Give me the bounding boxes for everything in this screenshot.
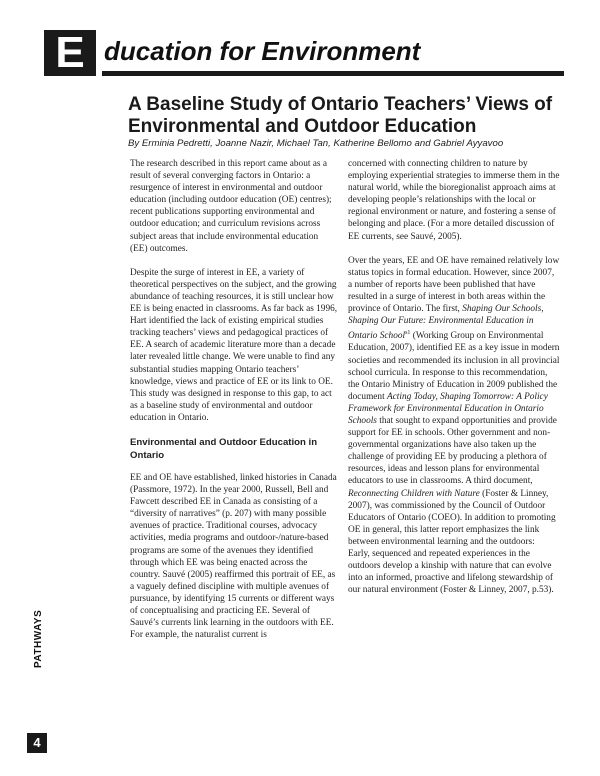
text-run: Over the years, EE and OE have remained relatively low status topics in formal education. However, since 2007, a number of reports have been published that have resulted in a surge of interest in both areas within the province of Ontario. The first,: [348, 255, 560, 315]
article-title: A Baseline Study of Ontario Teachers’ Views of Environmental and Outdoor Education: [128, 94, 553, 137]
text-run: (Foster & Linney, 2007), was commissioned by the Council of Outdoor Educators of Ontario (COEO). In addition to promoting OE in general, this latter report emphasizes the link between environmental learning and the outdoors:: [348, 488, 556, 547]
paragraph: concerned with connecting children to nature by employing experiential strategies to immerse them in the natural world, while the bioregionalist approach aims at developing people’s relationships with the local or regional environment or nature, and fostering a sense of belonging and place. (For a more detailed discussion of EE currents, see Sauvé, 2005).: [348, 159, 560, 242]
paragraph: [348, 255, 560, 548]
section-banner: [44, 30, 564, 76]
paragraph: EE and OE have established, linked histories in Canada (Passmore, 1972). In the year 2000, Russell, Bell and Fawcett described EE in Canada as consisting of a “diversity of narratives” (p. 207) with many possible avenues of practice. Traditional courses, advocacy activities, media programs and outdoor-/nature-based programs are some of the avenues they identified through which EE was being enacted across the country. Sauvé (2005) reaffirmed this portrait of EE, as a vaguely defined discipline with multiple avenues of pursuance, by identifying 15 currents or different ways of conceptualising and practicing EE. Several of Sauvé’s currents link learning in the outdoors with EE. For example, the naturalist current is: [130, 472, 337, 641]
section-subheading: Environmental and Outdoor Education in Ontario: [130, 436, 318, 461]
text-run: that sought to expand opportunities and provide support for EE in schools. Other government and non-governmental organizations have also taken up the challenge of providing EE by producing a plethora of resources, ideas and lesson plans for environmental educators to use in classrooms. A third document,: [348, 415, 557, 487]
right-column: [348, 158, 560, 596]
left-column: [130, 158, 338, 641]
document-title: Reconnecting Children with Nature: [348, 488, 480, 499]
paragraph: Despite the surge of interest in EE, a variety of theoretical perspectives on the subject, and the growing abundance of teaching resources, it is still unclear how EE is being enacted in classrooms. As far back as 1996, Hart identified the lack of existing empirical studies tracking teachers’ views and pedagogical practices of EE. A search of academic literature more than a decade later revealed little change. We were unable to find any substantial studies mapping Ontario teachers’ knowledge, views and practice of EE or its link to OE. This study was designed in response to this gap, to act as a baseline study of environmental and outdoor education in Ontario.: [130, 267, 338, 423]
footnote-marker: s1: [405, 330, 411, 337]
document-title: Acting Today, Shaping Tomorrow: A Policy Framework for Environmental Education in Ontario Schools: [348, 391, 548, 426]
section-title: ducation for Environment: [104, 36, 421, 66]
section-rule: [102, 71, 564, 76]
article-byline: By Erminia Pedretti, Joanne Nazir, Michael Tan, Katherine Bellomo and Gabriel Ayyavoo: [128, 138, 504, 149]
text-run: (Working Group on Environmental Education, 2007), identified EE as a key issue in modern societies and recommended its inclusion in all provincial school curricula. In response to this recommendation, the Ontario Ministry of Education in 2009 published the document: [348, 331, 560, 402]
page-number: 4: [27, 733, 47, 753]
document-title: Shaping Our Schools, Shaping Our Future: Environmental Education in Ontario School: [348, 304, 544, 342]
publication-side-label: PATHWAYS: [33, 609, 44, 668]
section-initial-block: E: [44, 30, 96, 76]
paragraph: The research described in this report came about as a result of several converging factors in Ontario: a resurgence of interest in environmental and outdoor education (including outdoor education (OE) centres); recent publications supporting environmental and outdoor education; and curriculum revisions across subject areas that include environmental education (EE) outcomes.: [130, 159, 332, 254]
block-quote: Early, sequenced and repeated experiences in the outdoors develop a kinship with nature that can evolve into an informed, proactive and lifelong stewardship of our natural environment (Foster & Linney, 2007, p.53).: [348, 549, 554, 596]
